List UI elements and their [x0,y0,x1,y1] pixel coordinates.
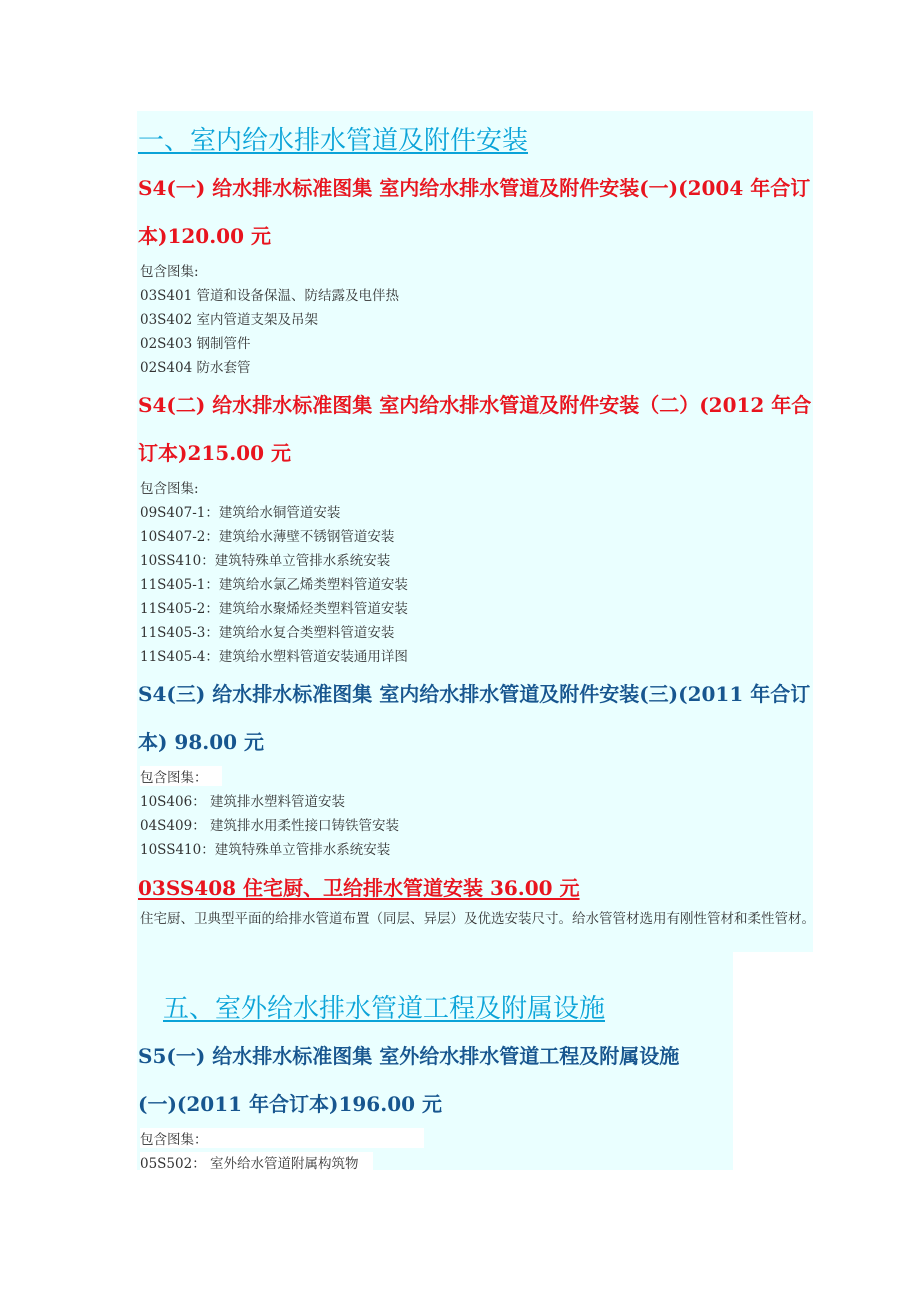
list-item: 05S502： 室外给水管道附属构筑物 [140,1152,373,1172]
book-title-link[interactable]: 03SS408 住宅厨、卫给排水管道安装 36.00 元 [138,876,580,900]
book-title-cont: (一)(2011 年合订本)196.00 元 [138,1092,442,1116]
list-item: 03S401 管道和设备保温、防结露及电伴热 [140,288,399,304]
includes-label: 包含图集: [140,264,199,280]
list-item: 10S406： 建筑排水塑料管道安装 [140,794,345,810]
list-item: 11S405-1：建筑给水氯乙烯类塑料管道安装 [140,577,408,593]
list-item: 11S405-2：建筑给水聚烯烃类塑料管道安装 [140,601,408,617]
book-title: S4(二) 给水排水标准图集 室内给水排水管道及附件安装（二）(2012 年合 [138,393,812,417]
book-description: 住宅厨、卫典型平面的给排水管道布置（同层、异层）及优选安装尺寸。给水管管材选用有刚性管材和柔性管材。 [140,911,815,927]
list-item: 10SS410：建筑特殊单立管排水系统安装 [140,553,391,569]
list-item: 04S409： 建筑排水用柔性接口铸铁管安装 [140,818,399,834]
section-heading[interactable]: 一、室内给水排水管道及附件安装 [138,126,529,156]
book-title: S5(一) 给水排水标准图集 室外给水排水管道工程及附属设施 [138,1044,680,1068]
includes-label: 包含图集: [140,481,199,497]
book-title: S4(一) 给水排水标准图集 室内给水排水管道及附件安装(一)(2004 年合订 [138,176,811,200]
list-item: 09S407-1：建筑给水铜管道安装 [140,505,341,521]
list-item: 02S404 防水套管 [140,360,251,376]
includes-label: 包含图集： [140,766,222,786]
book-title-cont: 订本)215.00 元 [138,441,291,465]
list-item: 10S407-2：建筑给水薄壁不锈钢管道安装 [140,529,395,545]
book-title-cont: 本)120.00 元 [138,224,271,248]
list-item: 02S403 钢制管件 [140,336,251,352]
includes-label: 包含图集： [140,1128,424,1148]
list-item: 11S405-3：建筑给水复合类塑料管道安装 [140,625,395,641]
list-item: 11S405-4：建筑给水塑料管道安装通用详图 [140,649,408,665]
book-title: S4(三) 给水排水标准图集 室内给水排水管道及附件安装(三)(2011 年合订 [138,682,811,706]
book-title-cont: 本) 98.00 元 [138,730,265,754]
list-item: 03S402 室内管道支架及吊架 [140,312,318,328]
section-heading[interactable]: 五、室外给水排水管道工程及附属设施 [163,994,606,1024]
list-item: 10SS410：建筑特殊单立管排水系统安装 [140,842,391,858]
